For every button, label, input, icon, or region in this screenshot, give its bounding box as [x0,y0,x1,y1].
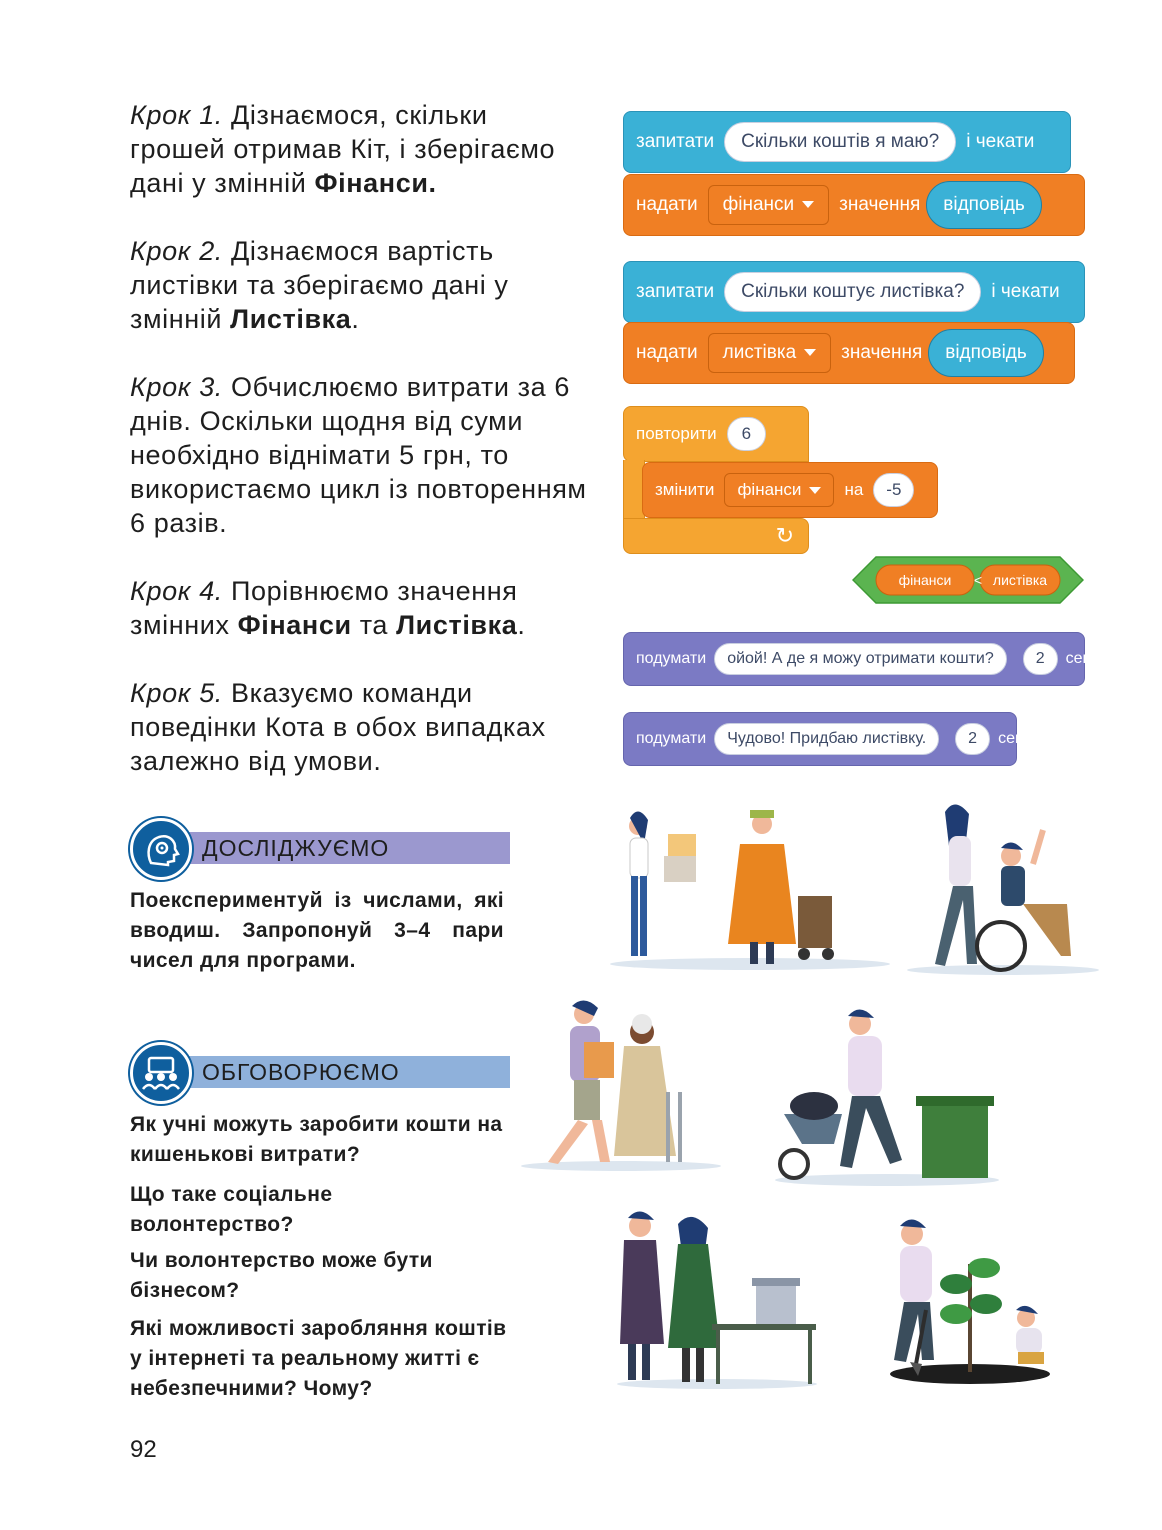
cooking-volunteers-illustration [612,1198,822,1392]
block-command: запитати [636,281,715,302]
variable-name: фінанси [722,194,795,215]
answer-reporter[interactable]: відповідь [928,329,1044,377]
page-number: 92 [130,1436,157,1463]
block-suffix: і чекати [991,281,1060,302]
step-3 [130,370,590,540]
variable-name: фінанси [737,480,802,499]
repeat-block[interactable] [623,406,809,462]
explore-icon [130,818,192,880]
ask-block-1[interactable] [623,111,1071,173]
block-command: повторити [636,424,717,443]
discuss-question: Як учні можуть заробити кошти на кишенькові витрати? [130,1113,503,1166]
discuss-question: Які можливості заробляння коштів у інтернеті та реальному житті є небезпечними? Чому? [130,1317,507,1400]
step-label: Крок 1. [130,100,223,130]
discuss-question: Що таке соціальне волонтерство? [130,1183,333,1236]
think-text-input[interactable]: Чудово! Придбаю листівку. [714,723,939,755]
seconds-input[interactable]: 2 [1023,643,1058,675]
group-discussion-icon [133,1045,189,1101]
step-bold: Фінанси [237,610,352,640]
step-bold: Листівка [230,304,352,334]
explore-header [130,832,510,864]
repeat-count-input[interactable]: 6 [727,417,766,451]
discuss-question: Чи волонтерство може бути бізнесом? [130,1249,433,1302]
wheelchair-help-illustration [905,800,1101,976]
tree-planting-illustration [860,1214,1092,1386]
caret-down-icon [802,201,814,208]
think-block-2[interactable] [623,712,1022,766]
question-input[interactable]: Скільки коштує листівка? [724,272,981,312]
change-block[interactable] [642,462,938,518]
step-1 [130,98,590,200]
step-text: Дізнаємося, скільки грошей отримав Кіт, і зберігаємо дані у змінній [130,100,556,198]
step-label: Крок 4. [130,576,223,606]
explore-text: Поекспериментуй із числами, які вводиш. Запропонуй 3–4 пари чисел для програми. [130,889,504,972]
think-text-input[interactable]: ойой! А де я можу отримати кошти? [714,643,1007,675]
block-command: подумати [636,650,707,667]
variable-name: листівка [722,342,797,363]
step-bold: Фінанси. [314,168,437,198]
step-tail: . [351,304,360,334]
block-command: запитати [636,131,715,152]
step-5 [130,676,590,778]
step-bold: Листівка [396,610,518,640]
head-gear-icon [133,821,189,877]
discuss-icon [130,1042,192,1104]
step-2 [130,234,590,336]
discuss-header [130,1056,510,1088]
step-text: Порівнюємо значення змінних [130,576,518,640]
compare-right: листівка [992,572,1048,588]
block-command: надати [636,194,698,215]
compare-left: фінанси [898,572,952,588]
step-text: Дізнаємося вартість листівки та зберігаємо дані у змінній [130,236,509,334]
caret-down-icon [809,487,821,494]
change-amount-input[interactable]: -5 [873,473,914,507]
block-suffix: сек [1065,650,1090,667]
block-label: значення [841,342,923,363]
block-label: на [844,480,864,499]
step-text: Обчислюємо витрати за 6 днів. Оскільки щодня від суми необхідно віднімати 5 грн, то використаємо цикл із повторенням 6 разів. [130,372,587,538]
block-command: подумати [636,730,707,747]
set-block-1[interactable] [623,174,1085,236]
step-text: Вказуємо команди поведінки Кота в обох випадках залежно від умови. [130,678,546,776]
block-command: змінити [655,480,715,499]
step-tail: . [517,610,526,640]
garden-wheelbarrow-illustration [772,1004,1002,1190]
seconds-input[interactable]: 2 [955,723,990,755]
step-label: Крок 5. [130,678,223,708]
ask-block-2[interactable] [623,261,1085,323]
think-block-1[interactable] [623,632,1090,686]
answer-reporter[interactable]: відповідь [926,181,1042,229]
volunteer-gift-illustration [600,804,900,974]
compare-operator: < [973,572,983,588]
block-suffix: і чекати [966,131,1035,152]
loop-arrow-icon: ↻ [775,523,794,548]
step-label: Крок 3. [130,372,223,402]
step-label: Крок 2. [130,236,223,266]
block-suffix: сек [998,730,1022,747]
repeat-block-bottom [623,518,809,554]
block-command: надати [636,342,698,363]
variable-dropdown[interactable] [708,333,832,373]
variable-dropdown[interactable] [724,473,834,507]
step-tail: та [351,610,397,640]
question-input[interactable]: Скільки коштів я маю? [724,122,956,162]
set-block-2[interactable] [623,322,1075,384]
caret-down-icon [804,349,816,356]
discuss-title: ОБГОВОРЮЄМО [202,1059,400,1085]
variable-dropdown[interactable] [708,185,830,225]
explore-title: ДОСЛІДЖУЄМО [202,835,390,861]
shopping-help-illustration [518,996,724,1174]
compare-block[interactable] [852,556,1084,604]
step-4 [130,574,590,642]
block-label: значення [839,194,921,215]
